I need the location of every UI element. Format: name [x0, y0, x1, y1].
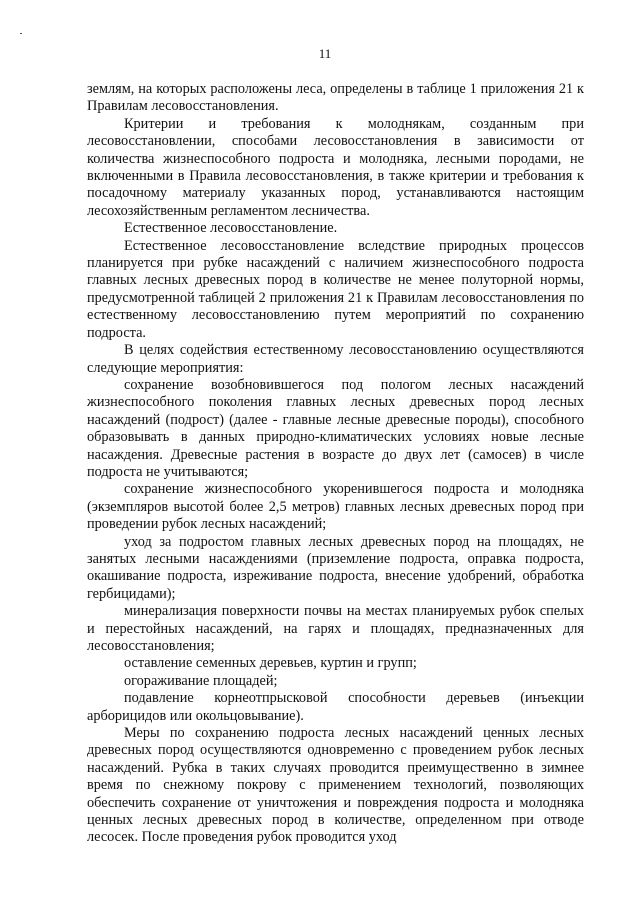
paragraph-8: уход за подростом главных лесных древесных пород на площадях, не занятых лесными насаждениями (приземление подроста, оправка подроста, окашивание подроста, изреживание подроста, внесение удобрений, обработка гербицидами);	[87, 533, 584, 602]
paragraph-5: В целях содействия естественному лесовосстановлению осуществляются следующие мероприятия:	[87, 342, 584, 376]
paragraph-13: Меры по сохранению подроста лесных насаждений ценных лесных древесных пород осуществляются одновременно с проведением рубок лесных насаждений. Рубка в таких случаях проводится преимущественно в зимнее время по снежному покрову с применением технологий, позволяющих обеспечить сохранение от уничтожения и повреждения подроста и молодняка ценных лесных древесных пород в количестве, определенном при отводе лесосек. После проведения рубок проводится уход	[87, 725, 584, 846]
paragraph-11: огораживание площадей;	[124, 672, 278, 689]
paragraph-9: минерализация поверхности почвы на местах планируемых рубок спелых и перестойных насаждений, на гарях и площадях, предназначенных для лесовосстановления;	[87, 603, 584, 654]
paragraph-6: сохранение возобновившегося под пологом лесных насаждений жизнеспособного поколения главных лесных древесных пород лесных насаждений (подрост) (далее - главные лесные древесные породы), способного образовывать в данных природно-климатических условиях новые лесные насаждения. Древесные растения в возрасте до двух лет (самосев) в числе подроста не учитываются;	[87, 376, 584, 480]
paragraph-12: подавление корнеотпрысковой способности деревьев (инъекции арборицидов или окольцовывание).	[87, 690, 584, 724]
page-number: 11	[318, 46, 332, 61]
paragraph-1: землям, на которых расположены леса, определены в таблице 1 приложения 21 к Правилам лесовосстановления.	[87, 81, 584, 115]
paragraph-2: Критерии и требования к молоднякам, созданным при лесовосстановлении, способами лесовосстановления в зависимости от количества жизнеспособного подроста и молодняка, лесными породами, не включенными в Правила лесовосстановления, в также критерии и требования к посадочному материалу указанных пород, устанавливаются настоящим лесохозяйственным регламентом лесничества.	[87, 115, 584, 219]
paragraph-3: Естественное лесовосстановление.	[124, 220, 338, 237]
scan-speck	[20, 33, 22, 34]
document-body	[87, 81, 584, 847]
paragraph-10: оставление семенных деревьев, куртин и групп;	[124, 655, 417, 672]
paragraph-7: сохранение жизнеспособного укоренившегося подроста и молодняка (экземпляров высотой более 2,5 метров) главных лесных древесных пород при проведении рубок лесных насаждений;	[87, 481, 584, 533]
paragraph-4: Естественное лесовосстановление вследствие природных процессов планируется при рубке насаждений с наличием жизнеспособного подроста главных лесных древесных пород в количестве не менее полуторной нормы, предусмотренной таблицей 2 приложения 21 к Правилам лесовосстановления по естественному лесовосстановлению путем мероприятий по сохранению подроста.	[87, 237, 584, 341]
